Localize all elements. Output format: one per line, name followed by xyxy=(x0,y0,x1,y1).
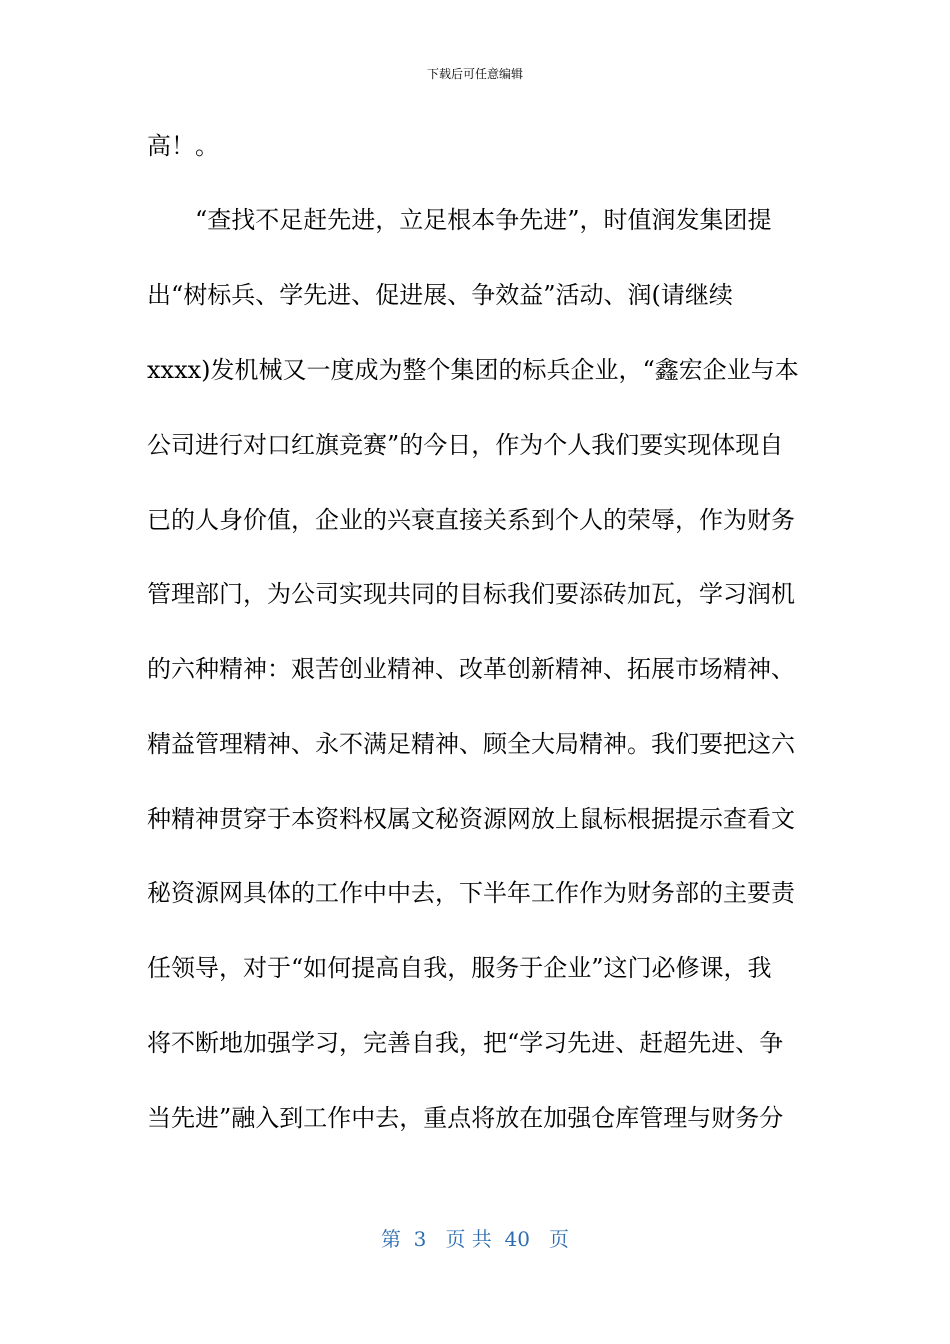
body-line: 管理部门，为公司实现共同的目标我们要添砖加瓦，学习润机 xyxy=(147,580,795,608)
page-header: 下载后可任意编辑 xyxy=(426,67,523,81)
body-line: 当先进”融入到工作中去，重点将放在加强仓库管理与财务分 xyxy=(147,1104,784,1132)
body-line: 将不断地加强学习，完善自我，把“学习先进、赶超先进、争 xyxy=(147,1029,784,1057)
body-line: 高！。 xyxy=(147,132,219,160)
body-line: 已的人身价值，企业的兴衰直接关系到个人的荣辱，作为财务 xyxy=(147,506,795,534)
body-line: 出“树标兵、学先进、促进展、争效益”活动、润(请继续 xyxy=(147,281,733,309)
body-line: 任领导，对于“如何提高自我，服务于企业”这门必修课，我 xyxy=(147,954,772,982)
body-line: 的六种精神：艰苦创业精神、改革创新精神、拓展市场精神、 xyxy=(147,655,795,683)
body-line: 秘资源网具体的工作中中去，下半年工作作为财务部的主要责 xyxy=(147,879,795,907)
body-line: 种精神贯穿于本资料权属文秘资源网放上鼠标根据提示查看文 xyxy=(147,805,795,833)
page-footer: 第 3 页 共 40 页 xyxy=(380,1227,570,1251)
body-line: 精益管理精神、永不满足精神、顾全大局精神。我们要把这六 xyxy=(147,730,795,758)
body-line: “查找不足赶先进，立足根本争先进”，时值润发集团提 xyxy=(147,206,772,234)
body-line: xxxx)发机械又一度成为整个集团的标兵企业，“鑫宏企业与本 xyxy=(147,356,799,384)
body-line: 公司进行对口红旗竞赛”的今日，作为个人我们要实现体现自 xyxy=(147,431,784,459)
